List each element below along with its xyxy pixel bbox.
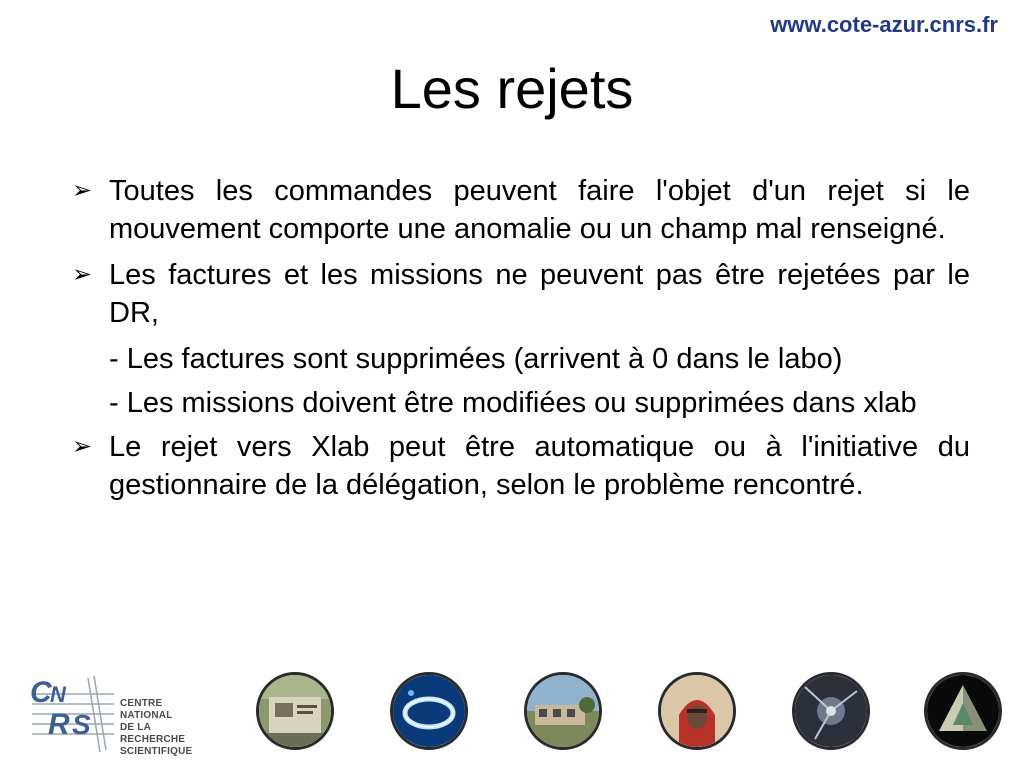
lab-equipment-photo (792, 672, 870, 750)
arrow-bullet-icon: ➢ (72, 261, 93, 288)
arrow-bullet-icon: ➢ (72, 433, 93, 460)
site-url[interactable]: www.cote-azur.cnrs.fr (770, 12, 998, 37)
campus-photo (524, 672, 602, 750)
crystal-photo (924, 672, 1002, 750)
slide-title: Les rejets (390, 57, 634, 120)
bullet-text: Toutes les commandes peuvent faire l'objet d'un rejet si le mouvement comporte une anomalie ou un champ mal renseigné. (109, 175, 970, 245)
svg-text:R: R (48, 708, 70, 741)
light-loop-photo (390, 672, 468, 750)
svg-text:S: S (72, 709, 91, 740)
sub-paragraph: - Les factures sont supprimées (arrivent à 0 dans le labo) (109, 343, 843, 375)
portrait-photo (658, 672, 736, 750)
bullet-item (72, 428, 970, 504)
cnrs-logo (28, 670, 214, 757)
bullet-text: Le rejet vers Xlab peut être automatique ou à l'initiative du gestionnaire de la délégation, selon le problème rencontré. (109, 431, 970, 501)
svg-text:C: C (30, 676, 52, 709)
bullet-item (72, 172, 970, 248)
cnrs-logo-text: CENTRE NATIONAL DE LA RECHERCHE SCIENTIFIQUE (120, 698, 193, 757)
cnrs-logo-icon (28, 670, 118, 754)
slide-content (72, 172, 970, 512)
building-photo (256, 672, 334, 750)
svg-text:N: N (50, 682, 66, 707)
bullet-text: Les factures et les missions ne peuvent pas être rejetées par le DR, (109, 259, 970, 329)
footer-banner (0, 664, 1024, 768)
arrow-bullet-icon: ➢ (72, 177, 93, 204)
sub-paragraph: - Les missions doivent être modifiées ou supprimées dans xlab (109, 387, 917, 419)
bullet-item (72, 256, 970, 332)
